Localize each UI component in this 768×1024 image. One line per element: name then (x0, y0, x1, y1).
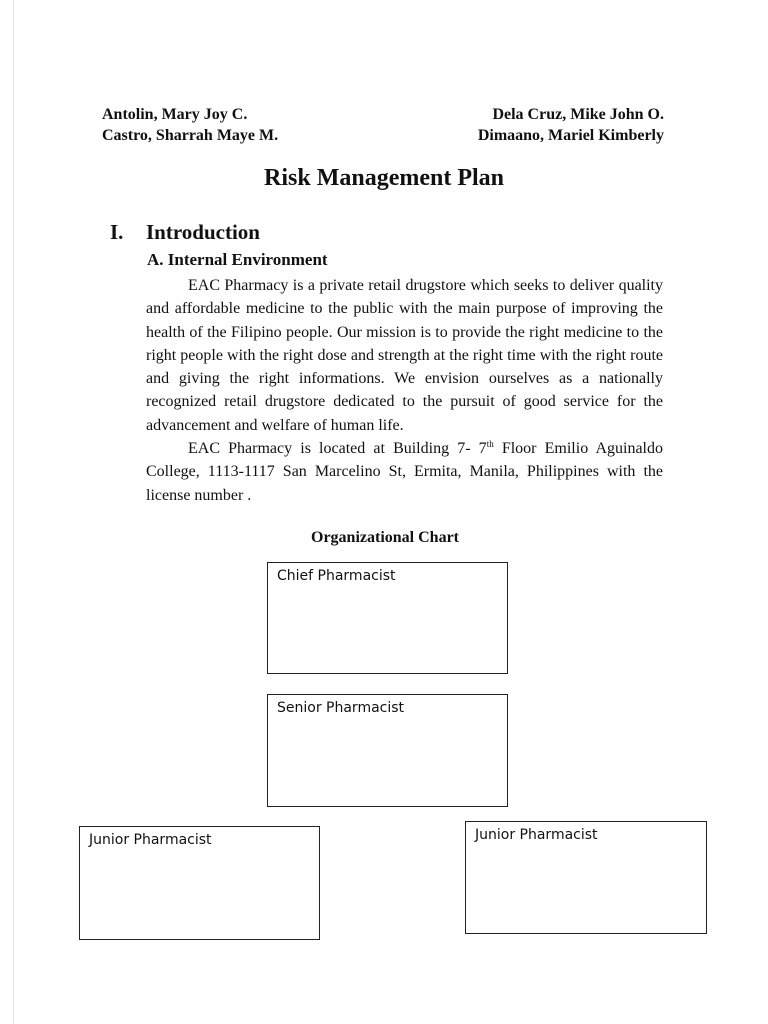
section-number: I. (110, 220, 124, 244)
section-heading (110, 220, 260, 244)
org-box-label: Junior Pharmacist (475, 827, 598, 843)
org-box-senior (267, 694, 508, 807)
authors-right (478, 104, 664, 146)
authors-left (102, 104, 278, 146)
paragraph: EAC Pharmacy is a private retail drugstore which seeks to deliver quality and affordable medicine to the public with the main purpose of improving the health of the Filipino people. Our mission is to provide the right medicine to the right people with the right dose and strength at the right time with the right route and giving the right informations. We envision ourselves as a nationally recognized retail drugstore dedicated to the pursuit of good service for the advancement and welfare of human life. (146, 277, 663, 434)
paragraph-text: Floor Emilio Aguinaldo College, 1113-1117 San Marcelino St, Ermita, Manila, Philippines with the license number . (146, 440, 664, 504)
paragraph (146, 437, 663, 507)
author-name: Antolin, Mary Joy C. (102, 106, 248, 123)
author-name: Dela Cruz, Mike John O. (492, 106, 664, 123)
org-box-junior-right (465, 821, 707, 934)
author-name: Dimaano, Mariel Kimberly (477, 127, 664, 144)
paragraph-text: EAC Pharmacy is located at Building 7- 7 (188, 440, 487, 458)
subsection-heading: A. Internal Environment (147, 250, 328, 269)
org-box-label: Senior Pharmacist (277, 700, 405, 716)
org-box-chief (267, 562, 508, 674)
page-edge (13, 0, 14, 1024)
org-box-junior-left (79, 826, 320, 940)
section-title: Introduction (146, 220, 260, 244)
org-box-label: Junior Pharmacist (89, 832, 212, 848)
org-box-label: Chief Pharmacist (277, 568, 396, 584)
document-title: Risk Management Plan (264, 165, 504, 191)
superscript: th (486, 439, 494, 450)
body-text (146, 274, 663, 507)
author-name: Castro, Sharrah Maye M. (102, 127, 279, 144)
org-chart-title: Organizational Chart (311, 529, 459, 546)
